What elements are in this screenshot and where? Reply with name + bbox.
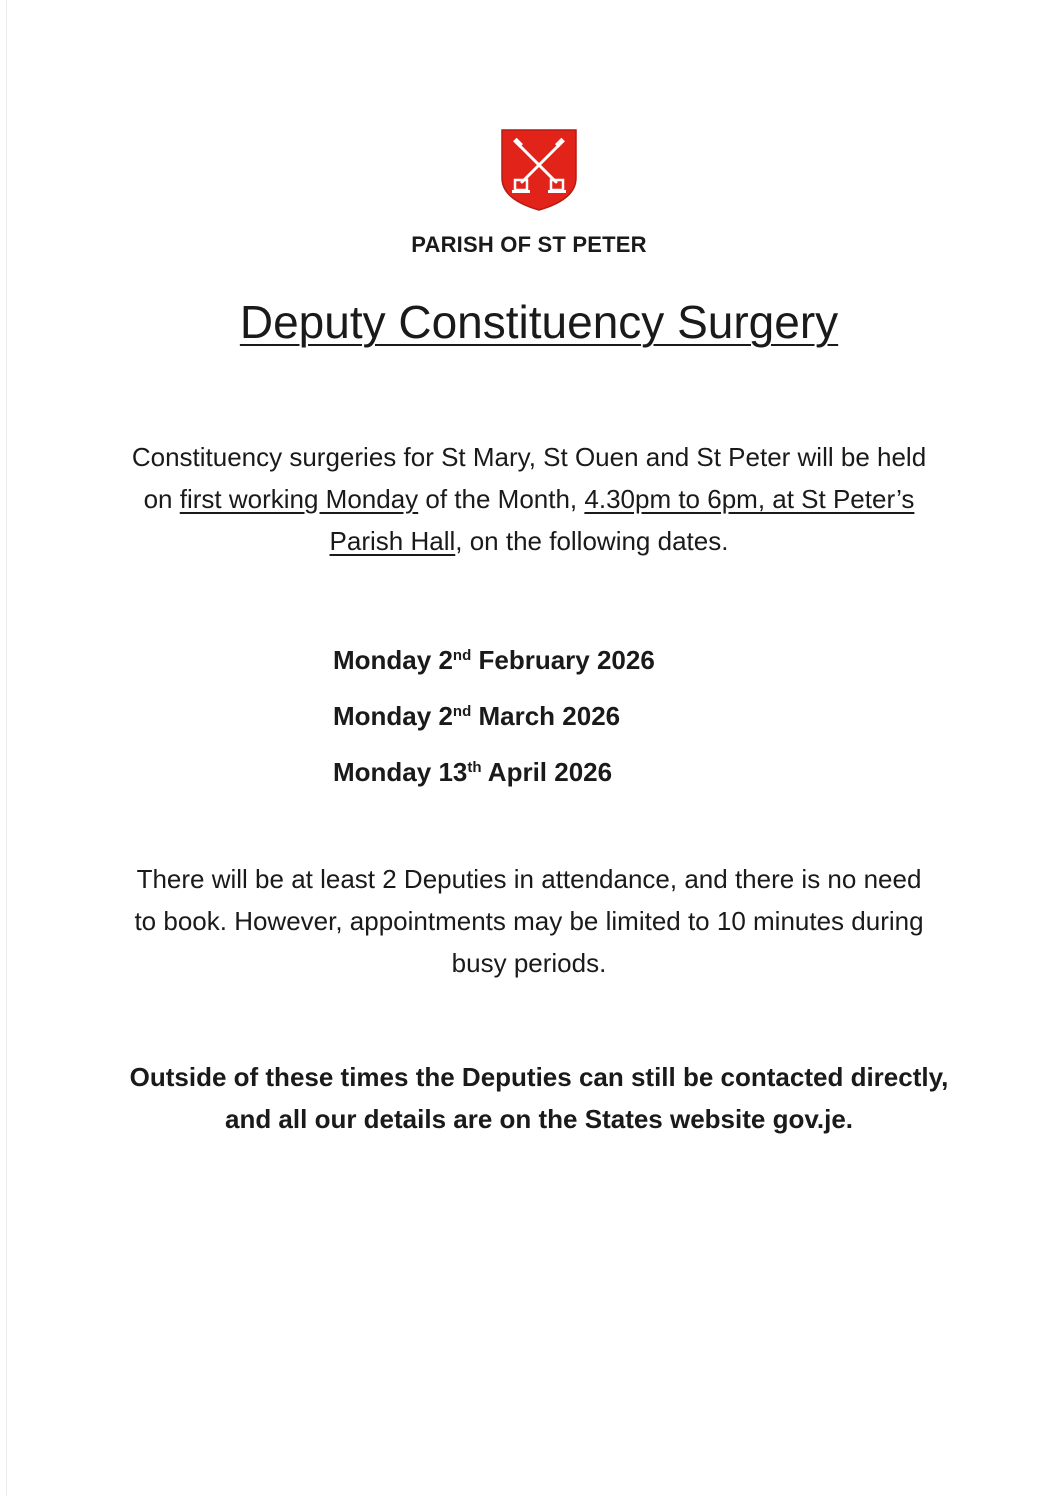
date-item-day: Monday 2 [333, 645, 453, 675]
contact-paragraph: Outside of these times the Deputies can still be contacted directly, and all our details are on the States website gov.je. [129, 1062, 949, 1134]
date-item [333, 632, 655, 688]
scan-edge-line [6, 0, 7, 1496]
attendance-paragraph: There will be at least 2 Deputies in attendance, and there is no need to book. However, appointments may be limited to 10 minutes during busy periods. [134, 864, 924, 978]
intro-text-1: Constituency surgeries for St Mary, St Ouen and St Peter will be held on [131, 442, 927, 514]
date-item-month-year: February 2026 [471, 645, 655, 675]
parish-name: PARISH OF ST PETER [411, 232, 647, 257]
intro-text-3: , on the following dates. [455, 526, 729, 556]
page-title [0, 290, 1058, 354]
page-title-text: Deputy Constituency Surgery [239, 296, 839, 348]
date-item [333, 688, 655, 744]
intro-text-2: of the Month, [418, 484, 585, 514]
date-item-suffix: nd [452, 703, 472, 720]
date-item [333, 744, 655, 800]
date-item-suffix: nd [452, 647, 472, 664]
date-item-day: Monday 13 [333, 757, 468, 787]
date-item-month-year: March 2026 [471, 701, 621, 731]
intro-paragraph [120, 436, 938, 562]
surgery-dates-list [333, 632, 655, 800]
date-item-suffix: th [467, 759, 482, 776]
intro-underlined-day: first working Monday [179, 484, 419, 514]
intro-underlined-time-place: 4.30pm to 6pm, at St Peter’s Parish Hall [329, 484, 915, 556]
crossed-keys-shield-icon [500, 128, 578, 212]
date-item-month-year: April 2026 [481, 757, 613, 787]
date-item-day: Monday 2 [333, 701, 453, 731]
